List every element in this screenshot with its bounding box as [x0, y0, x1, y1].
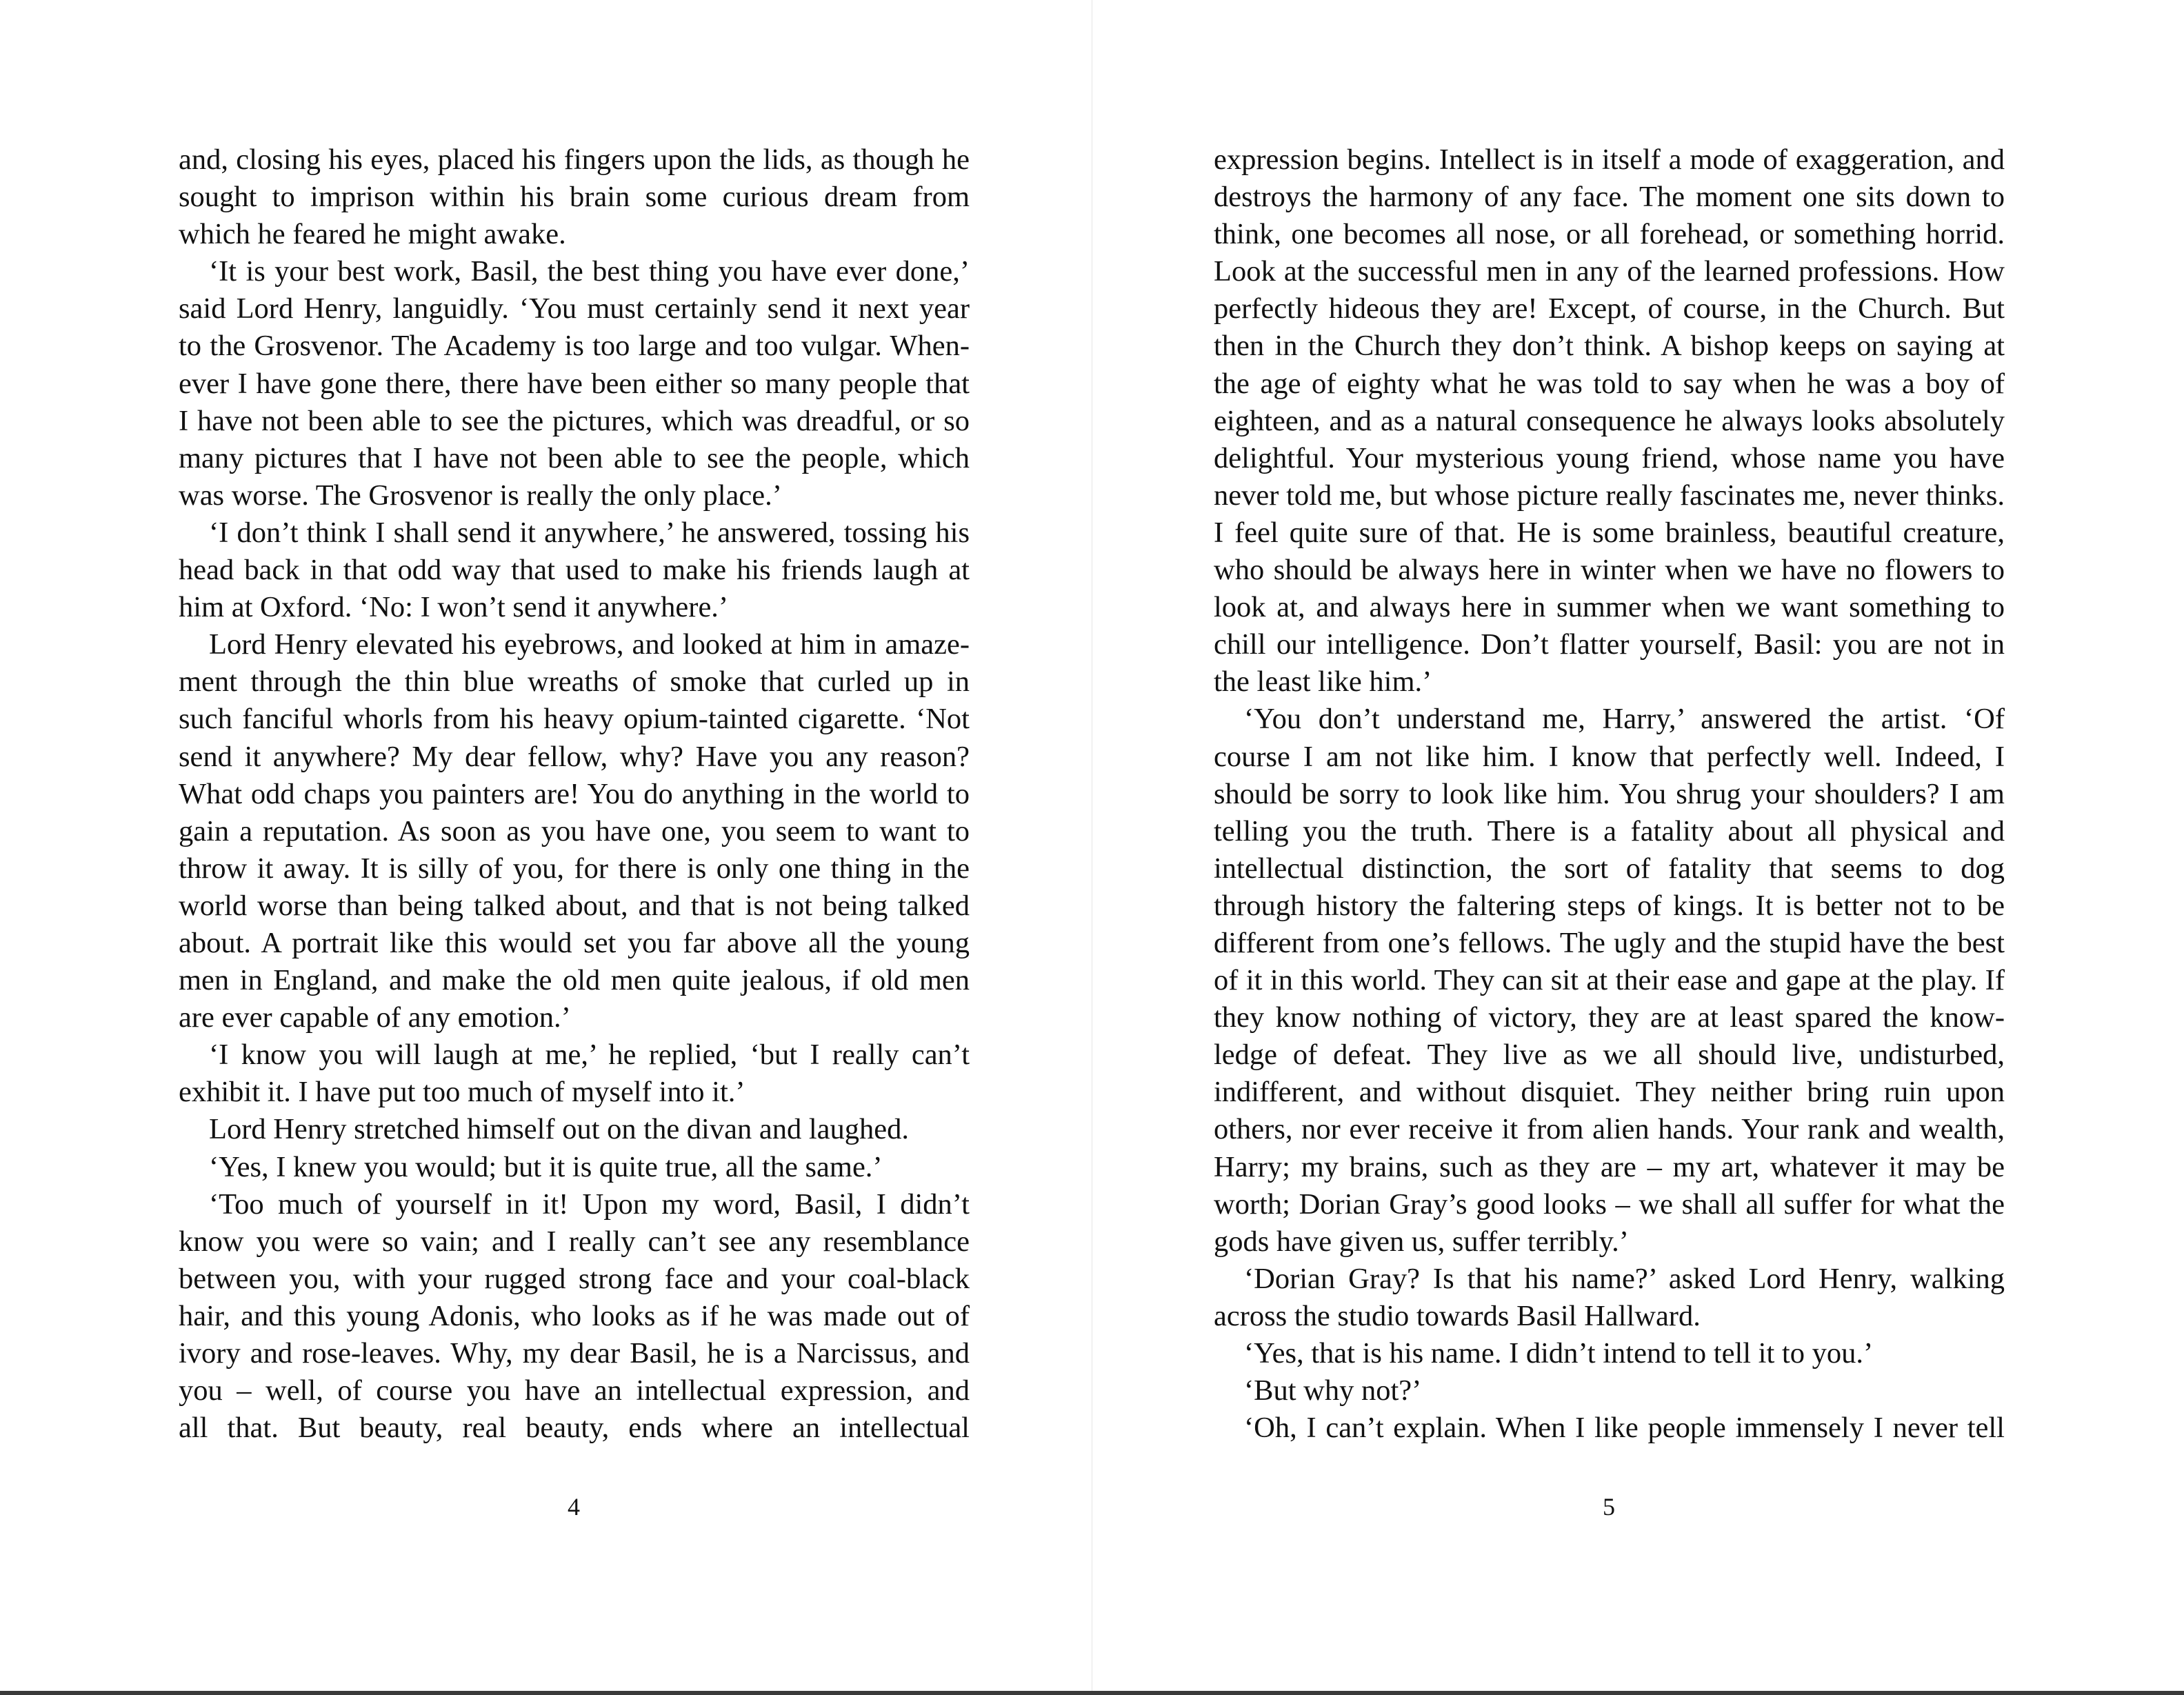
text-line: ledge of defeat. They live as we all should live, undisturbed, [1214, 1039, 2005, 1072]
text-line: ‘You don’t understand me, Harry,’ answered the artist. ‘Of [1244, 703, 2005, 736]
text-line: who should be always here in winter when we have no flowers to [1214, 554, 2005, 587]
text-line: to the Grosvenor. The Academy is too large and too vulgar. When- [179, 330, 970, 363]
text-line: indifferent, and without disquiet. They neither bring ruin upon [1214, 1076, 2005, 1109]
text-line: the least like him.’ [1214, 665, 1432, 699]
right-page [1092, 0, 2184, 1691]
text-line: gods have given us, suffer terribly.’ [1214, 1225, 1629, 1258]
window-bottom-edge [0, 1691, 2184, 1695]
text-line: was worse. The Grosvenor is really the only place.’ [179, 479, 782, 512]
text-line: I have not been able to see the pictures, which was dreadful, or so [179, 404, 970, 437]
text-line: through history the faltering steps of kings. It is better not to be [1214, 889, 2005, 922]
text-line: ‘I know you will laugh at me,’ he replied, ‘but I really can’t [209, 1039, 970, 1072]
text-line: ‘But why not?’ [1244, 1374, 1422, 1407]
text-line: ever I have gone there, there have been either so many people that [179, 367, 970, 400]
text-line: gain a reputation. As soon as you have one, you seem to want to [179, 814, 970, 848]
text-line: eighteen, and as a natural consequence he always looks absolutely [1214, 404, 2005, 437]
text-line: sought to imprison within his brain some curious dream from [179, 181, 970, 214]
text-line: others, nor ever receive it from alien hands. Your rank and wealth, [1214, 1113, 2005, 1146]
text-line: head back in that odd way that used to make his friends laugh at [179, 554, 970, 587]
text-line: ‘Oh, I can’t explain. When I like people immensely I never tell [1244, 1412, 2005, 1445]
text-line: between you, with your rugged strong face and your coal-black [179, 1262, 970, 1295]
text-line: then in the Church they don’t think. A bishop keeps on saying at [1214, 330, 2005, 363]
text-line: such fanciful whorls from his heavy opium-tainted cigarette. ‘Not [179, 703, 970, 736]
text-line: look at, and always here in summer when we want something to [1214, 591, 2005, 624]
page-number-right: 5 [1603, 1493, 1615, 1521]
text-line: Lord Henry elevated his eyebrows, and looked at him in amaze- [209, 628, 970, 661]
text-line: hair, and this young Adonis, who looks as if he was made out of [179, 1299, 970, 1332]
text-line: destroys the harmony of any face. The moment one sits down to [1214, 181, 2005, 214]
text-line: should be sorry to look like him. You shrug your shoulders? I am [1214, 777, 2005, 810]
text-line: What odd chaps you painters are! You do anything in the world to [179, 777, 970, 810]
text-line: never told me, but whose picture really fascinates me, never thinks. [1214, 479, 2005, 512]
text-line: I feel quite sure of that. He is some brainless, beautiful creature, [1214, 516, 2005, 549]
text-line: ‘Too much of yourself in it! Upon my word, Basil, I didn’t [209, 1187, 970, 1221]
text-line: world worse than being talked about, and that is not being talked [179, 889, 970, 922]
text-line: ‘It is your best work, Basil, the best thing you have ever done,’ [209, 255, 970, 288]
text-line: which he feared he might awake. [179, 218, 566, 251]
text-line: across the studio towards Basil Hallward. [1214, 1299, 1701, 1332]
text-line: said Lord Henry, languidly. ‘You must certainly send it next year [179, 292, 970, 325]
text-line: ment through the thin blue wreaths of smoke that curled up in [179, 665, 970, 699]
text-line: telling you the truth. There is a fatality about all physical and [1214, 814, 2005, 848]
text-line: course I am not like him. I know that perfectly well. Indeed, I [1214, 740, 2005, 773]
text-line: Harry; my brains, such as they are – my art, whatever it may be [1214, 1150, 2005, 1183]
text-line: and, closing his eyes, placed his fingers upon the lids, as though he [179, 143, 970, 176]
text-line: expression begins. Intellect is in itself a mode of exaggeration, and [1214, 143, 2005, 176]
text-line: send it anywhere? My dear fellow, why? Have you any reason? [179, 740, 970, 773]
left-page [0, 0, 1092, 1691]
page-number-left: 4 [568, 1493, 580, 1521]
text-line: ivory and rose-leaves. Why, my dear Basil, he is a Narcissus, and [179, 1337, 970, 1370]
text-line: think, one becomes all nose, or all forehead, or something horrid. [1214, 218, 2005, 251]
text-line: about. A portrait like this would set you far above all the young [179, 926, 970, 959]
right-page-text [1214, 141, 2005, 1447]
text-line: delightful. Your mysterious young friend, whose name you have [1214, 441, 2005, 474]
text-line: him at Oxford. ‘No: I won’t send it anywhere.’ [179, 591, 729, 624]
text-line: ‘Yes, I knew you would; but it is quite true, all the same.’ [209, 1150, 883, 1183]
text-line: know you were so vain; and I really can’t see any resemblance [179, 1225, 970, 1258]
text-line: ‘I don’t think I shall send it anywhere,’ he answered, tossing his [209, 516, 970, 549]
text-line: the age of eighty what he was told to say when he was a boy of [1214, 367, 2005, 400]
text-line: chill our intelligence. Don’t flatter yourself, Basil: you are not in [1214, 628, 2005, 661]
text-line: you – well, of course you have an intellectual expression, and [179, 1374, 970, 1407]
text-line: intellectual distinction, the sort of fatality that seems to dog [1214, 852, 2005, 885]
text-line: are ever capable of any emotion.’ [179, 1001, 571, 1034]
text-line: Look at the successful men in any of the learned professions. How [1214, 255, 2005, 288]
left-page-text [179, 141, 970, 1447]
text-line: throw it away. It is silly of you, for there is only one thing in the [179, 852, 970, 885]
text-line: perfectly hideous they are! Except, of course, in the Church. But [1214, 292, 2005, 325]
text-line: of it in this world. They can sit at their ease and gape at the play. If [1214, 964, 2005, 997]
text-line: worth; Dorian Gray’s good looks – we shall all suffer for what the [1214, 1187, 2005, 1221]
text-line: ‘Yes, that is his name. I didn’t intend to tell it to you.’ [1244, 1337, 1874, 1370]
text-line: different from one’s fellows. The ugly and the stupid have the best [1214, 926, 2005, 959]
text-line: all that. But beauty, real beauty, ends where an intellectual [179, 1412, 970, 1445]
text-line: Lord Henry stretched himself out on the divan and laughed. [209, 1113, 909, 1146]
text-line: exhibit it. I have put too much of myself into it.’ [179, 1076, 745, 1109]
text-line: many pictures that I have not been able to see the people, which [179, 441, 970, 474]
text-line: men in England, and make the old men quite jealous, if old men [179, 964, 970, 997]
text-line: they know nothing of victory, they are at least spared the know- [1214, 1001, 2005, 1034]
text-line: ‘Dorian Gray? Is that his name?’ asked Lord Henry, walking [1244, 1262, 2005, 1295]
